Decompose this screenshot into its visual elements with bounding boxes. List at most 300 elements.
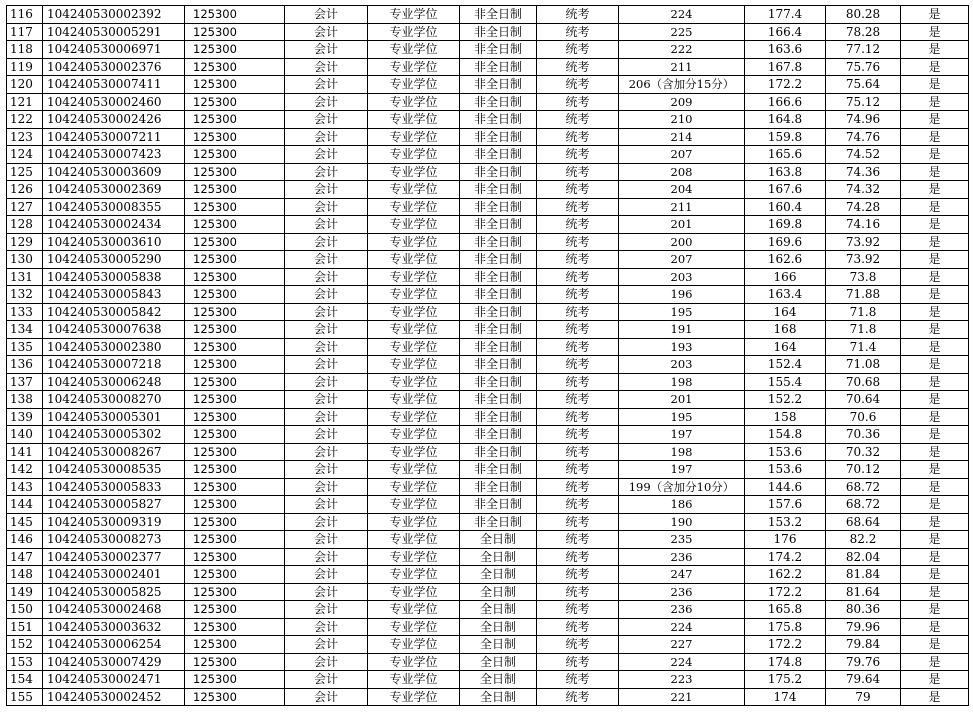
final-score-cell: 75.76 (826, 58, 901, 76)
admitted-cell: 是 (901, 93, 969, 111)
retest-score-cell: 164 (745, 338, 826, 356)
exam-type-cell: 统考 (537, 601, 619, 619)
study-mode-cell: 非全日制 (460, 408, 537, 426)
final-score-cell: 74.28 (826, 198, 901, 216)
major-name-cell: 会计 (285, 408, 368, 426)
candidate-id-cell: 104240530003632 (43, 618, 185, 636)
study-mode-cell: 全日制 (460, 566, 537, 584)
initial-score-cell: 210 (619, 111, 745, 129)
final-score-cell: 68.64 (826, 513, 901, 531)
initial-score-cell: 236 (619, 548, 745, 566)
candidate-id-cell: 104240530003610 (43, 233, 185, 251)
row-index-cell: 126 (7, 181, 43, 199)
study-mode-cell: 非全日制 (460, 6, 537, 24)
retest-score-cell: 164 (745, 303, 826, 321)
exam-type-cell: 统考 (537, 216, 619, 234)
major-code-cell: 125300 (185, 181, 285, 199)
candidate-id-cell: 104240530006248 (43, 373, 185, 391)
study-mode-cell: 非全日制 (460, 163, 537, 181)
degree-type-cell: 专业学位 (368, 6, 460, 24)
initial-score-cell: 227 (619, 636, 745, 654)
retest-score-cell: 163.4 (745, 286, 826, 304)
admitted-cell: 是 (901, 513, 969, 531)
row-index-cell: 132 (7, 286, 43, 304)
major-code-cell: 125300 (185, 408, 285, 426)
table-row (7, 181, 969, 199)
major-code-cell: 125300 (185, 286, 285, 304)
major-code-cell: 125300 (185, 251, 285, 269)
exam-type-cell: 统考 (537, 688, 619, 706)
exam-type-cell: 统考 (537, 321, 619, 339)
major-code-cell: 125300 (185, 198, 285, 216)
exam-type-cell: 统考 (537, 23, 619, 41)
exam-type-cell: 统考 (537, 58, 619, 76)
admitted-cell: 是 (901, 566, 969, 584)
table-row (7, 338, 969, 356)
initial-score-cell: 224 (619, 618, 745, 636)
retest-score-cell: 152.4 (745, 356, 826, 374)
study-mode-cell: 非全日制 (460, 233, 537, 251)
table-row (7, 566, 969, 584)
admitted-cell: 是 (901, 688, 969, 706)
row-index-cell: 128 (7, 216, 43, 234)
study-mode-cell: 非全日制 (460, 146, 537, 164)
major-name-cell: 会计 (285, 601, 368, 619)
table-row (7, 653, 969, 671)
candidate-id-cell: 104240530008535 (43, 461, 185, 479)
candidate-id-cell: 104240530005838 (43, 268, 185, 286)
final-score-cell: 79.84 (826, 636, 901, 654)
initial-score-cell: 225 (619, 23, 745, 41)
major-name-cell: 会计 (285, 6, 368, 24)
major-name-cell: 会计 (285, 373, 368, 391)
exam-type-cell: 统考 (537, 76, 619, 94)
retest-score-cell: 175.2 (745, 671, 826, 689)
initial-score-cell: 223 (619, 671, 745, 689)
retest-score-cell: 167.6 (745, 181, 826, 199)
admitted-cell: 是 (901, 636, 969, 654)
row-index-cell: 118 (7, 41, 43, 59)
major-code-cell: 125300 (185, 163, 285, 181)
study-mode-cell: 非全日制 (460, 478, 537, 496)
table-row (7, 111, 969, 129)
retest-score-cell: 159.8 (745, 128, 826, 146)
degree-type-cell: 专业学位 (368, 303, 460, 321)
retest-score-cell: 174 (745, 688, 826, 706)
final-score-cell: 77.12 (826, 41, 901, 59)
major-code-cell: 125300 (185, 233, 285, 251)
major-name-cell: 会计 (285, 671, 368, 689)
initial-score-cell: 196 (619, 286, 745, 304)
row-index-cell: 151 (7, 618, 43, 636)
admitted-cell: 是 (901, 531, 969, 549)
major-code-cell: 125300 (185, 146, 285, 164)
candidate-id-cell: 104240530007423 (43, 146, 185, 164)
candidate-id-cell: 104240530002434 (43, 216, 185, 234)
major-name-cell: 会计 (285, 531, 368, 549)
major-code-cell: 125300 (185, 426, 285, 444)
major-code-cell: 125300 (185, 23, 285, 41)
degree-type-cell: 专业学位 (368, 321, 460, 339)
major-name-cell: 会计 (285, 216, 368, 234)
initial-score-cell: 206（含加分15分） (619, 76, 745, 94)
major-code-cell: 125300 (185, 128, 285, 146)
major-code-cell: 125300 (185, 601, 285, 619)
table-row (7, 251, 969, 269)
final-score-cell: 71.8 (826, 303, 901, 321)
row-index-cell: 140 (7, 426, 43, 444)
degree-type-cell: 专业学位 (368, 146, 460, 164)
admitted-cell: 是 (901, 321, 969, 339)
row-index-cell: 127 (7, 198, 43, 216)
exam-type-cell: 统考 (537, 6, 619, 24)
candidate-id-cell: 104240530005301 (43, 408, 185, 426)
retest-score-cell: 167.8 (745, 58, 826, 76)
candidate-id-cell: 104240530002392 (43, 6, 185, 24)
exam-type-cell: 统考 (537, 163, 619, 181)
final-score-cell: 73.8 (826, 268, 901, 286)
initial-score-cell: 209 (619, 93, 745, 111)
admitted-cell: 是 (901, 198, 969, 216)
admitted-cell: 是 (901, 268, 969, 286)
candidate-id-cell: 104240530008267 (43, 443, 185, 461)
retest-score-cell: 154.8 (745, 426, 826, 444)
final-score-cell: 81.64 (826, 583, 901, 601)
major-name-cell: 会计 (285, 548, 368, 566)
table-row (7, 93, 969, 111)
major-name-cell: 会计 (285, 146, 368, 164)
initial-score-cell: 186 (619, 496, 745, 514)
row-index-cell: 143 (7, 478, 43, 496)
retest-score-cell: 169.8 (745, 216, 826, 234)
retest-score-cell: 163.6 (745, 41, 826, 59)
retest-score-cell: 165.6 (745, 146, 826, 164)
degree-type-cell: 专业学位 (368, 58, 460, 76)
admitted-cell: 是 (901, 233, 969, 251)
major-name-cell: 会计 (285, 513, 368, 531)
exam-type-cell: 统考 (537, 93, 619, 111)
initial-score-cell: 203 (619, 268, 745, 286)
admitted-cell: 是 (901, 23, 969, 41)
final-score-cell: 79.64 (826, 671, 901, 689)
major-name-cell: 会计 (285, 338, 368, 356)
degree-type-cell: 专业学位 (368, 163, 460, 181)
major-code-cell: 125300 (185, 303, 285, 321)
study-mode-cell: 全日制 (460, 671, 537, 689)
initial-score-cell: 235 (619, 531, 745, 549)
degree-type-cell: 专业学位 (368, 181, 460, 199)
row-index-cell: 146 (7, 531, 43, 549)
table-row (7, 128, 969, 146)
retest-score-cell: 169.6 (745, 233, 826, 251)
admitted-cell: 是 (901, 6, 969, 24)
row-index-cell: 152 (7, 636, 43, 654)
initial-score-cell: 191 (619, 321, 745, 339)
major-code-cell: 125300 (185, 531, 285, 549)
initial-score-cell: 199（含加分10分） (619, 478, 745, 496)
retest-score-cell: 160.4 (745, 198, 826, 216)
initial-score-cell: 214 (619, 128, 745, 146)
major-name-cell: 会计 (285, 618, 368, 636)
final-score-cell: 74.52 (826, 146, 901, 164)
exam-type-cell: 统考 (537, 41, 619, 59)
degree-type-cell: 专业学位 (368, 688, 460, 706)
exam-type-cell: 统考 (537, 303, 619, 321)
degree-type-cell: 专业学位 (368, 233, 460, 251)
candidate-id-cell: 104240530006971 (43, 41, 185, 59)
study-mode-cell: 非全日制 (460, 338, 537, 356)
initial-score-cell: 198 (619, 373, 745, 391)
exam-type-cell: 统考 (537, 513, 619, 531)
table-row (7, 303, 969, 321)
final-score-cell: 81.84 (826, 566, 901, 584)
row-index-cell: 138 (7, 391, 43, 409)
row-index-cell: 145 (7, 513, 43, 531)
admitted-cell: 是 (901, 618, 969, 636)
final-score-cell: 82.2 (826, 531, 901, 549)
initial-score-cell: 198 (619, 443, 745, 461)
row-index-cell: 144 (7, 496, 43, 514)
major-code-cell: 125300 (185, 76, 285, 94)
table-row (7, 478, 969, 496)
admitted-cell: 是 (901, 58, 969, 76)
major-code-cell: 125300 (185, 373, 285, 391)
row-index-cell: 137 (7, 373, 43, 391)
study-mode-cell: 非全日制 (460, 443, 537, 461)
study-mode-cell: 非全日制 (460, 391, 537, 409)
study-mode-cell: 非全日制 (460, 286, 537, 304)
candidate-id-cell: 104240530005843 (43, 286, 185, 304)
exam-type-cell: 统考 (537, 566, 619, 584)
major-code-cell: 125300 (185, 443, 285, 461)
admitted-cell: 是 (901, 128, 969, 146)
exam-type-cell: 统考 (537, 636, 619, 654)
study-mode-cell: 非全日制 (460, 216, 537, 234)
degree-type-cell: 专业学位 (368, 286, 460, 304)
admitted-cell: 是 (901, 146, 969, 164)
table-row (7, 496, 969, 514)
row-index-cell: 124 (7, 146, 43, 164)
study-mode-cell: 非全日制 (460, 23, 537, 41)
major-name-cell: 会计 (285, 566, 368, 584)
exam-type-cell: 统考 (537, 338, 619, 356)
initial-score-cell: 190 (619, 513, 745, 531)
initial-score-cell: 208 (619, 163, 745, 181)
initial-score-cell: 236 (619, 583, 745, 601)
degree-type-cell: 专业学位 (368, 373, 460, 391)
initial-score-cell: 200 (619, 233, 745, 251)
initial-score-cell: 201 (619, 391, 745, 409)
row-index-cell: 139 (7, 408, 43, 426)
major-name-cell: 会计 (285, 111, 368, 129)
retest-score-cell: 153.6 (745, 461, 826, 479)
degree-type-cell: 专业学位 (368, 636, 460, 654)
retest-score-cell: 174.2 (745, 548, 826, 566)
table-row (7, 583, 969, 601)
retest-score-cell: 162.6 (745, 251, 826, 269)
initial-score-cell: 203 (619, 356, 745, 374)
study-mode-cell: 非全日制 (460, 496, 537, 514)
degree-type-cell: 专业学位 (368, 216, 460, 234)
row-index-cell: 150 (7, 601, 43, 619)
degree-type-cell: 专业学位 (368, 76, 460, 94)
exam-type-cell: 统考 (537, 443, 619, 461)
initial-score-cell: 207 (619, 146, 745, 164)
exam-type-cell: 统考 (537, 268, 619, 286)
admitted-cell: 是 (901, 76, 969, 94)
final-score-cell: 79.96 (826, 618, 901, 636)
major-code-cell: 125300 (185, 496, 285, 514)
final-score-cell: 74.76 (826, 128, 901, 146)
major-name-cell: 会计 (285, 163, 368, 181)
candidate-id-cell: 104240530008273 (43, 531, 185, 549)
admitted-cell: 是 (901, 216, 969, 234)
major-code-cell: 125300 (185, 618, 285, 636)
major-name-cell: 会计 (285, 426, 368, 444)
initial-score-cell: 224 (619, 653, 745, 671)
study-mode-cell: 非全日制 (460, 128, 537, 146)
degree-type-cell: 专业学位 (368, 93, 460, 111)
exam-type-cell: 统考 (537, 146, 619, 164)
study-mode-cell: 非全日制 (460, 58, 537, 76)
study-mode-cell: 全日制 (460, 548, 537, 566)
table-row (7, 163, 969, 181)
retest-score-cell: 172.2 (745, 76, 826, 94)
study-mode-cell: 非全日制 (460, 198, 537, 216)
retest-score-cell: 172.2 (745, 583, 826, 601)
row-index-cell: 149 (7, 583, 43, 601)
major-code-cell: 125300 (185, 653, 285, 671)
retest-score-cell: 153.2 (745, 513, 826, 531)
major-name-cell: 会计 (285, 233, 368, 251)
degree-type-cell: 专业学位 (368, 513, 460, 531)
admission-score-table (6, 5, 969, 706)
study-mode-cell: 全日制 (460, 636, 537, 654)
final-score-cell: 78.28 (826, 23, 901, 41)
admitted-cell: 是 (901, 601, 969, 619)
candidate-id-cell: 104240530002460 (43, 93, 185, 111)
retest-score-cell: 165.8 (745, 601, 826, 619)
retest-score-cell: 168 (745, 321, 826, 339)
final-score-cell: 71.88 (826, 286, 901, 304)
row-index-cell: 136 (7, 356, 43, 374)
retest-score-cell: 152.2 (745, 391, 826, 409)
final-score-cell: 70.68 (826, 373, 901, 391)
degree-type-cell: 专业学位 (368, 111, 460, 129)
degree-type-cell: 专业学位 (368, 128, 460, 146)
candidate-id-cell: 104240530005825 (43, 583, 185, 601)
major-name-cell: 会计 (285, 636, 368, 654)
final-score-cell: 68.72 (826, 496, 901, 514)
major-name-cell: 会计 (285, 58, 368, 76)
admitted-cell: 是 (901, 443, 969, 461)
degree-type-cell: 专业学位 (368, 461, 460, 479)
table-body (7, 6, 969, 706)
study-mode-cell: 非全日制 (460, 76, 537, 94)
study-mode-cell: 非全日制 (460, 303, 537, 321)
initial-score-cell: 195 (619, 408, 745, 426)
study-mode-cell: 全日制 (460, 688, 537, 706)
exam-type-cell: 统考 (537, 391, 619, 409)
study-mode-cell: 非全日制 (460, 268, 537, 286)
degree-type-cell: 专业学位 (368, 268, 460, 286)
final-score-cell: 73.92 (826, 233, 901, 251)
retest-score-cell: 174.8 (745, 653, 826, 671)
exam-type-cell: 统考 (537, 671, 619, 689)
final-score-cell: 74.36 (826, 163, 901, 181)
major-name-cell: 会计 (285, 286, 368, 304)
final-score-cell: 70.6 (826, 408, 901, 426)
major-code-cell: 125300 (185, 566, 285, 584)
final-score-cell: 70.64 (826, 391, 901, 409)
exam-type-cell: 统考 (537, 181, 619, 199)
final-score-cell: 79.76 (826, 653, 901, 671)
final-score-cell: 80.36 (826, 601, 901, 619)
study-mode-cell: 全日制 (460, 653, 537, 671)
major-code-cell: 125300 (185, 636, 285, 654)
admitted-cell: 是 (901, 181, 969, 199)
candidate-id-cell: 104240530005833 (43, 478, 185, 496)
degree-type-cell: 专业学位 (368, 618, 460, 636)
degree-type-cell: 专业学位 (368, 338, 460, 356)
exam-type-cell: 统考 (537, 251, 619, 269)
major-code-cell: 125300 (185, 671, 285, 689)
admitted-cell: 是 (901, 548, 969, 566)
table-row (7, 461, 969, 479)
major-code-cell: 125300 (185, 688, 285, 706)
table-row (7, 76, 969, 94)
major-code-cell: 125300 (185, 268, 285, 286)
table-row (7, 618, 969, 636)
degree-type-cell: 专业学位 (368, 566, 460, 584)
exam-type-cell: 统考 (537, 548, 619, 566)
table-row (7, 513, 969, 531)
admitted-cell: 是 (901, 496, 969, 514)
candidate-id-cell: 104240530002377 (43, 548, 185, 566)
final-score-cell: 75.64 (826, 76, 901, 94)
major-code-cell: 125300 (185, 583, 285, 601)
major-name-cell: 会计 (285, 303, 368, 321)
study-mode-cell: 非全日制 (460, 461, 537, 479)
major-name-cell: 会计 (285, 76, 368, 94)
table-row (7, 636, 969, 654)
initial-score-cell: 197 (619, 461, 745, 479)
exam-type-cell: 统考 (537, 286, 619, 304)
major-code-cell: 125300 (185, 41, 285, 59)
major-name-cell: 会计 (285, 478, 368, 496)
degree-type-cell: 专业学位 (368, 496, 460, 514)
admitted-cell: 是 (901, 251, 969, 269)
study-mode-cell: 非全日制 (460, 356, 537, 374)
major-name-cell: 会计 (285, 268, 368, 286)
major-name-cell: 会计 (285, 251, 368, 269)
table-row (7, 443, 969, 461)
exam-type-cell: 统考 (537, 198, 619, 216)
admitted-cell: 是 (901, 41, 969, 59)
table-row (7, 321, 969, 339)
degree-type-cell: 专业学位 (368, 583, 460, 601)
candidate-id-cell: 104240530007211 (43, 128, 185, 146)
final-score-cell: 70.36 (826, 426, 901, 444)
major-code-cell: 125300 (185, 478, 285, 496)
admitted-cell: 是 (901, 583, 969, 601)
study-mode-cell: 非全日制 (460, 321, 537, 339)
exam-type-cell: 统考 (537, 583, 619, 601)
initial-score-cell: 222 (619, 41, 745, 59)
study-mode-cell: 非全日制 (460, 41, 537, 59)
row-index-cell: 117 (7, 23, 43, 41)
table-row (7, 146, 969, 164)
